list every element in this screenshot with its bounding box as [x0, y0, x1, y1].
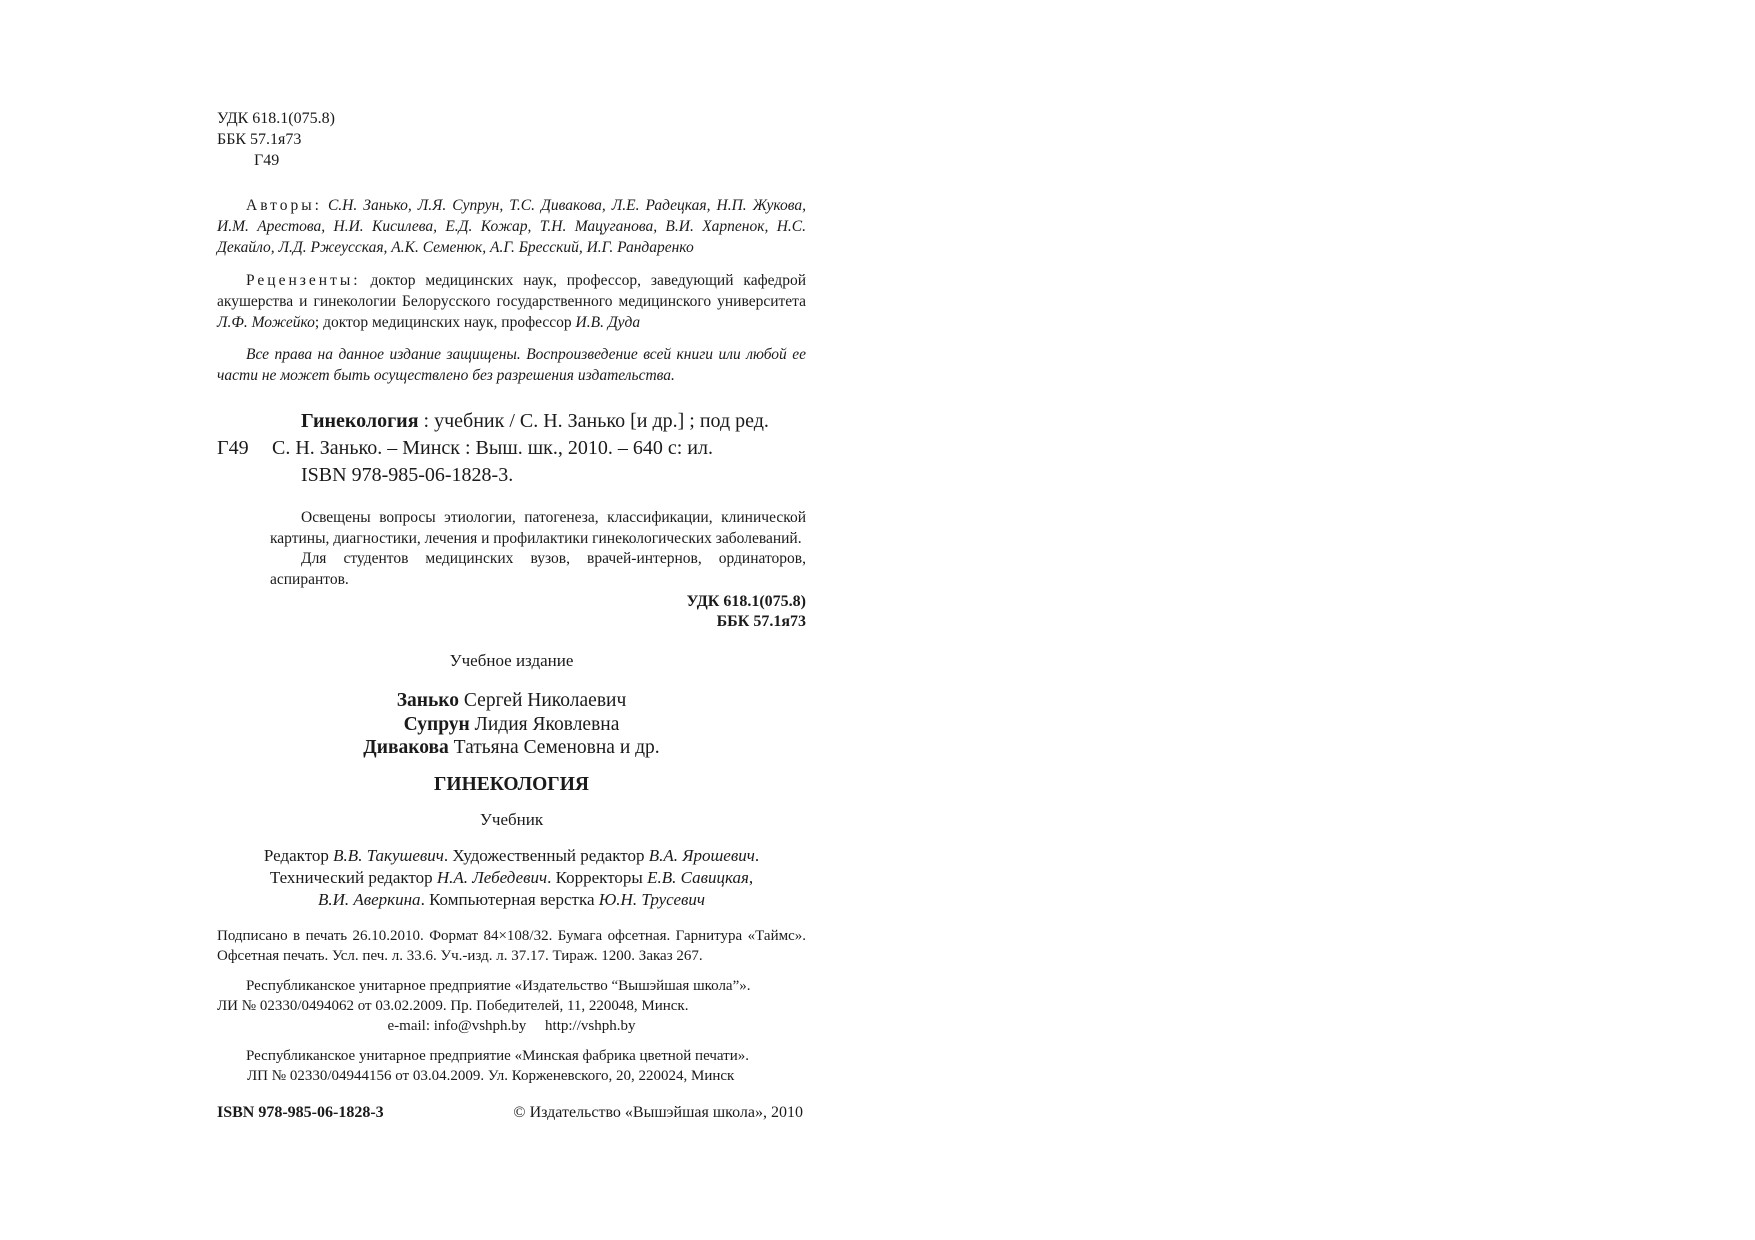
footer-isbn: ISBN 978-985-06-1828-3	[217, 1103, 384, 1121]
footer	[217, 1104, 806, 1126]
art-editor-name: В.А. Ярошевич	[648, 845, 755, 865]
art-editor-label: . Художественный редактор	[443, 845, 649, 865]
correctors-label: . Корректоры	[547, 867, 648, 887]
publisher-contacts	[217, 1016, 806, 1036]
print-info: Подписано в печать 26.10.2010. Формат 84×108/32. Бумага офсетная. Гарнитура «Таймс». Офсетная печать. Усл. печ. л. 33.6. Уч.-изд. л. 37.17. Тираж. 1200. Заказ 267.	[217, 927, 806, 964]
publisher-line-2: ЛИ № 02330/0494062 от 03.02.2009. Пр. Победителей, 11, 220048, Минск.	[217, 997, 689, 1014]
printer-info	[217, 1046, 806, 1086]
reviewers-paragraph	[217, 270, 806, 333]
rights-notice	[217, 344, 806, 386]
annotation-paragraph-2: Для студентов медицинских вузов, врачей-интернов, ординаторов, аспирантов.	[270, 550, 806, 588]
authors-paragraph	[217, 195, 806, 258]
tech-editor-name: Н.А. Лебедевич	[436, 867, 548, 887]
publisher-site: http://vshph.by	[545, 1017, 636, 1034]
main-author-1-surname: Занько	[396, 690, 460, 711]
annotation	[270, 508, 806, 632]
main-author-2-name: Лидия Яковлевна	[469, 713, 620, 735]
annotation-udk: УДК 618.1(075.8)	[686, 593, 806, 610]
reviewers-label: Рецензенты:	[246, 272, 361, 289]
annotation-paragraph-1: Освещены вопросы этиологии, патогенеза, классификации, клинической картины, диагностики, лечения и профилактики гинекологических заболеваний.	[270, 509, 806, 547]
biblio-line-2: С. Н. Занько. – Минск : Выш. шк., 2010. – 640 с: ил.	[272, 437, 713, 459]
reviewer-name-2: И.В. Дуда	[575, 314, 641, 331]
reviewers-text-2: ; доктор медицинских наук, профессор	[314, 314, 576, 331]
biblio-line-3: ISBN 978-985-06-1828-3.	[301, 464, 514, 486]
bbk-code: ББК 57.1я73	[217, 131, 302, 148]
editor-label: Редактор	[263, 845, 334, 865]
staff-line-3	[217, 889, 806, 911]
tech-editor-label: Технический редактор	[269, 867, 437, 887]
publisher-info	[217, 976, 806, 1036]
edition-type: Учебное издание	[449, 651, 574, 670]
corrector-2-name: В.И. Аверкина	[317, 889, 421, 909]
biblio-line-1-rest: : учебник / С. Н. Занько [и др.] ; под ред.	[418, 410, 769, 432]
bibliographic-record	[217, 408, 806, 489]
printer-line-2: ЛП № 02330/04944156 от 03.04.2009. Ул. Корженевского, 20, 220024, Минск	[247, 1067, 735, 1084]
classification-codes	[217, 108, 806, 171]
udk-code: УДК 618.1(075.8)	[217, 110, 335, 127]
staff-line-2: Технический редактор Н.А. Лебедевич. Корректоры Е.В. Савицкая,	[269, 867, 754, 887]
main-author-3-surname: Дивакова	[363, 737, 449, 758]
authors-names: С.Н. Занько, Л.Я. Супрун, Т.С. Дивакова, Л.Е. Радецкая, Н.П. Жукова, И.М. Арестова, Н.И. Кисилева, Е.Д. Кожар, Т.Н. Мацуганова, В.И. Харпенок, Н.С. Декайло, Л.Д. Ржеусская, А.К. Семенюк, А.Г. Бресский, И.Г. Рандаренко	[217, 197, 806, 256]
author-mark: Г49	[254, 152, 280, 169]
biblio-line-1	[217, 408, 806, 435]
book-title: ГИНЕКОЛОГИЯ	[434, 773, 589, 795]
reviewer-name-1: Л.Ф. Можейко	[217, 314, 315, 331]
main-author-3	[217, 736, 806, 760]
layout-label: . Компьютерная верстка	[420, 889, 599, 909]
main-authors	[217, 689, 806, 760]
publisher-line-1: Республиканское унитарное предприятие «Издательство “Вышэйшая школа”».	[246, 977, 751, 994]
printer-line-1: Республиканское унитарное предприятие «Минская фабрика цветной печати».	[246, 1047, 750, 1064]
publisher-email: e-mail: info@vshph.by	[387, 1017, 527, 1034]
main-author-1	[217, 689, 806, 713]
editor-name: В.В. Такушевич	[333, 845, 444, 865]
main-author-2	[217, 713, 806, 737]
main-author-1-name: Сергей Николаевич	[459, 690, 627, 711]
layout-name: Ю.Н. Трусевич	[598, 889, 706, 909]
main-author-2-surname: Супрун	[403, 713, 470, 735]
authors-label: Авторы:	[246, 197, 322, 214]
biblio-code: Г49	[217, 437, 249, 459]
main-author-3-name: Татьяна Семеновна и др.	[448, 737, 660, 758]
footer-copyright: © Издательство «Вышэйшая школа», 2010	[513, 1103, 803, 1121]
rights-text: Все права на данное издание защищены. Воспроизведение всей книги или любой ее части не может быть осуществлено без разрешения издательства.	[217, 346, 806, 384]
biblio-title: Гинекология	[301, 410, 419, 432]
book-subtitle: Учебник	[479, 809, 544, 829]
corrector-1-name: Е.В. Савицкая	[647, 867, 749, 887]
reviewers-text-1: доктор медицинских наук, профессор, заведующий кафедрой акушерства и гинекологии Белорусского государственного медицинского университета	[217, 272, 806, 310]
staff-line-1: Редактор В.В. Такушевич. Художественный редактор В.А. Ярошевич.	[263, 845, 760, 865]
imprint-page	[217, 108, 806, 1126]
editorial-staff	[217, 845, 806, 911]
annotation-bbk: ББК 57.1я73	[716, 613, 806, 630]
